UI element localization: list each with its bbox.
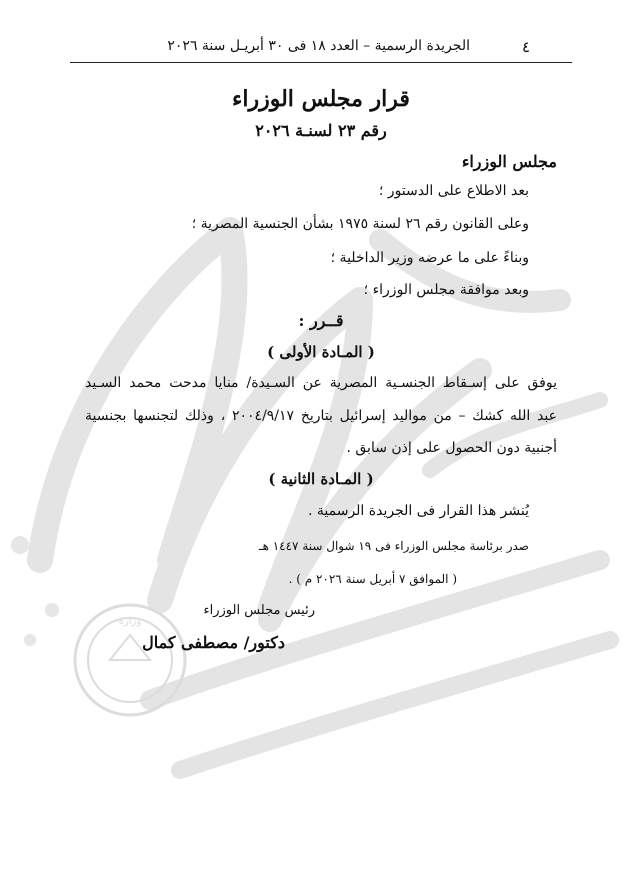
signature-name: دكتور/ مصطفى كمال <box>142 633 285 652</box>
preamble-line: وبناءً على ما عرضه وزير الداخلية ؛ <box>330 250 529 266</box>
decided-heading: قــرر : <box>298 311 344 330</box>
issued-gregorian-date: ( الموافق ٧ أبريل سنة ٢٠٢٦ م ) . <box>288 572 457 586</box>
preamble-line: بعد الاطلاع على الدستور ؛ <box>378 183 529 199</box>
preamble-line: وعلى القانون رقم ٢٦ لسنة ١٩٧٥ بشأن الجنسية المصرية ؛ <box>191 216 529 232</box>
page-number: ٤ <box>522 38 531 56</box>
article-1-line: يوفق على إسـقاط الجنسـية المصرية عن السـيدة/ منايا مدحت محمد السـيد <box>85 375 557 391</box>
article-1-line: عبد الله كشك – من مواليد إسرائيل بتاريخ ٢٠٠٤/٩/١٧ ، وذلك لتجنسها بجنسية <box>85 408 558 424</box>
article-1-heading: ( المـادة الأولى ) <box>267 343 375 361</box>
article-2-heading: ( المـادة الثانية ) <box>268 470 374 488</box>
decree-title: قرار مجلس الوزراء <box>232 86 410 112</box>
article-1-line: أجنبية دون الحصول على إذن سابق . <box>346 440 557 456</box>
ministry-stamp <box>75 605 185 715</box>
header-divider <box>70 62 572 63</box>
decree-number: رقم ٢٣ لسنـة ٢٠٢٦ <box>255 121 387 140</box>
gazette-header-title: الجريدة الرسمية – العدد ١٨ فى ٣٠ أبريـل سنة ٢٠٢٦ <box>167 38 470 54</box>
council-heading: مجلس الوزراء <box>461 152 557 171</box>
article-2-line: يُنشر هذا القرار فى الجريدة الرسمية . <box>307 503 529 519</box>
signature-role: رئيس مجلس الوزراء <box>203 603 315 618</box>
issued-date: صدر برئاسة مجلس الوزراء فى ١٩ شوال سنة ١٤٤٧ هـ <box>259 539 529 553</box>
stamp-text: وزارة <box>118 616 142 627</box>
preamble-line: وبعد موافقة مجلس الوزراء ؛ <box>363 282 529 298</box>
